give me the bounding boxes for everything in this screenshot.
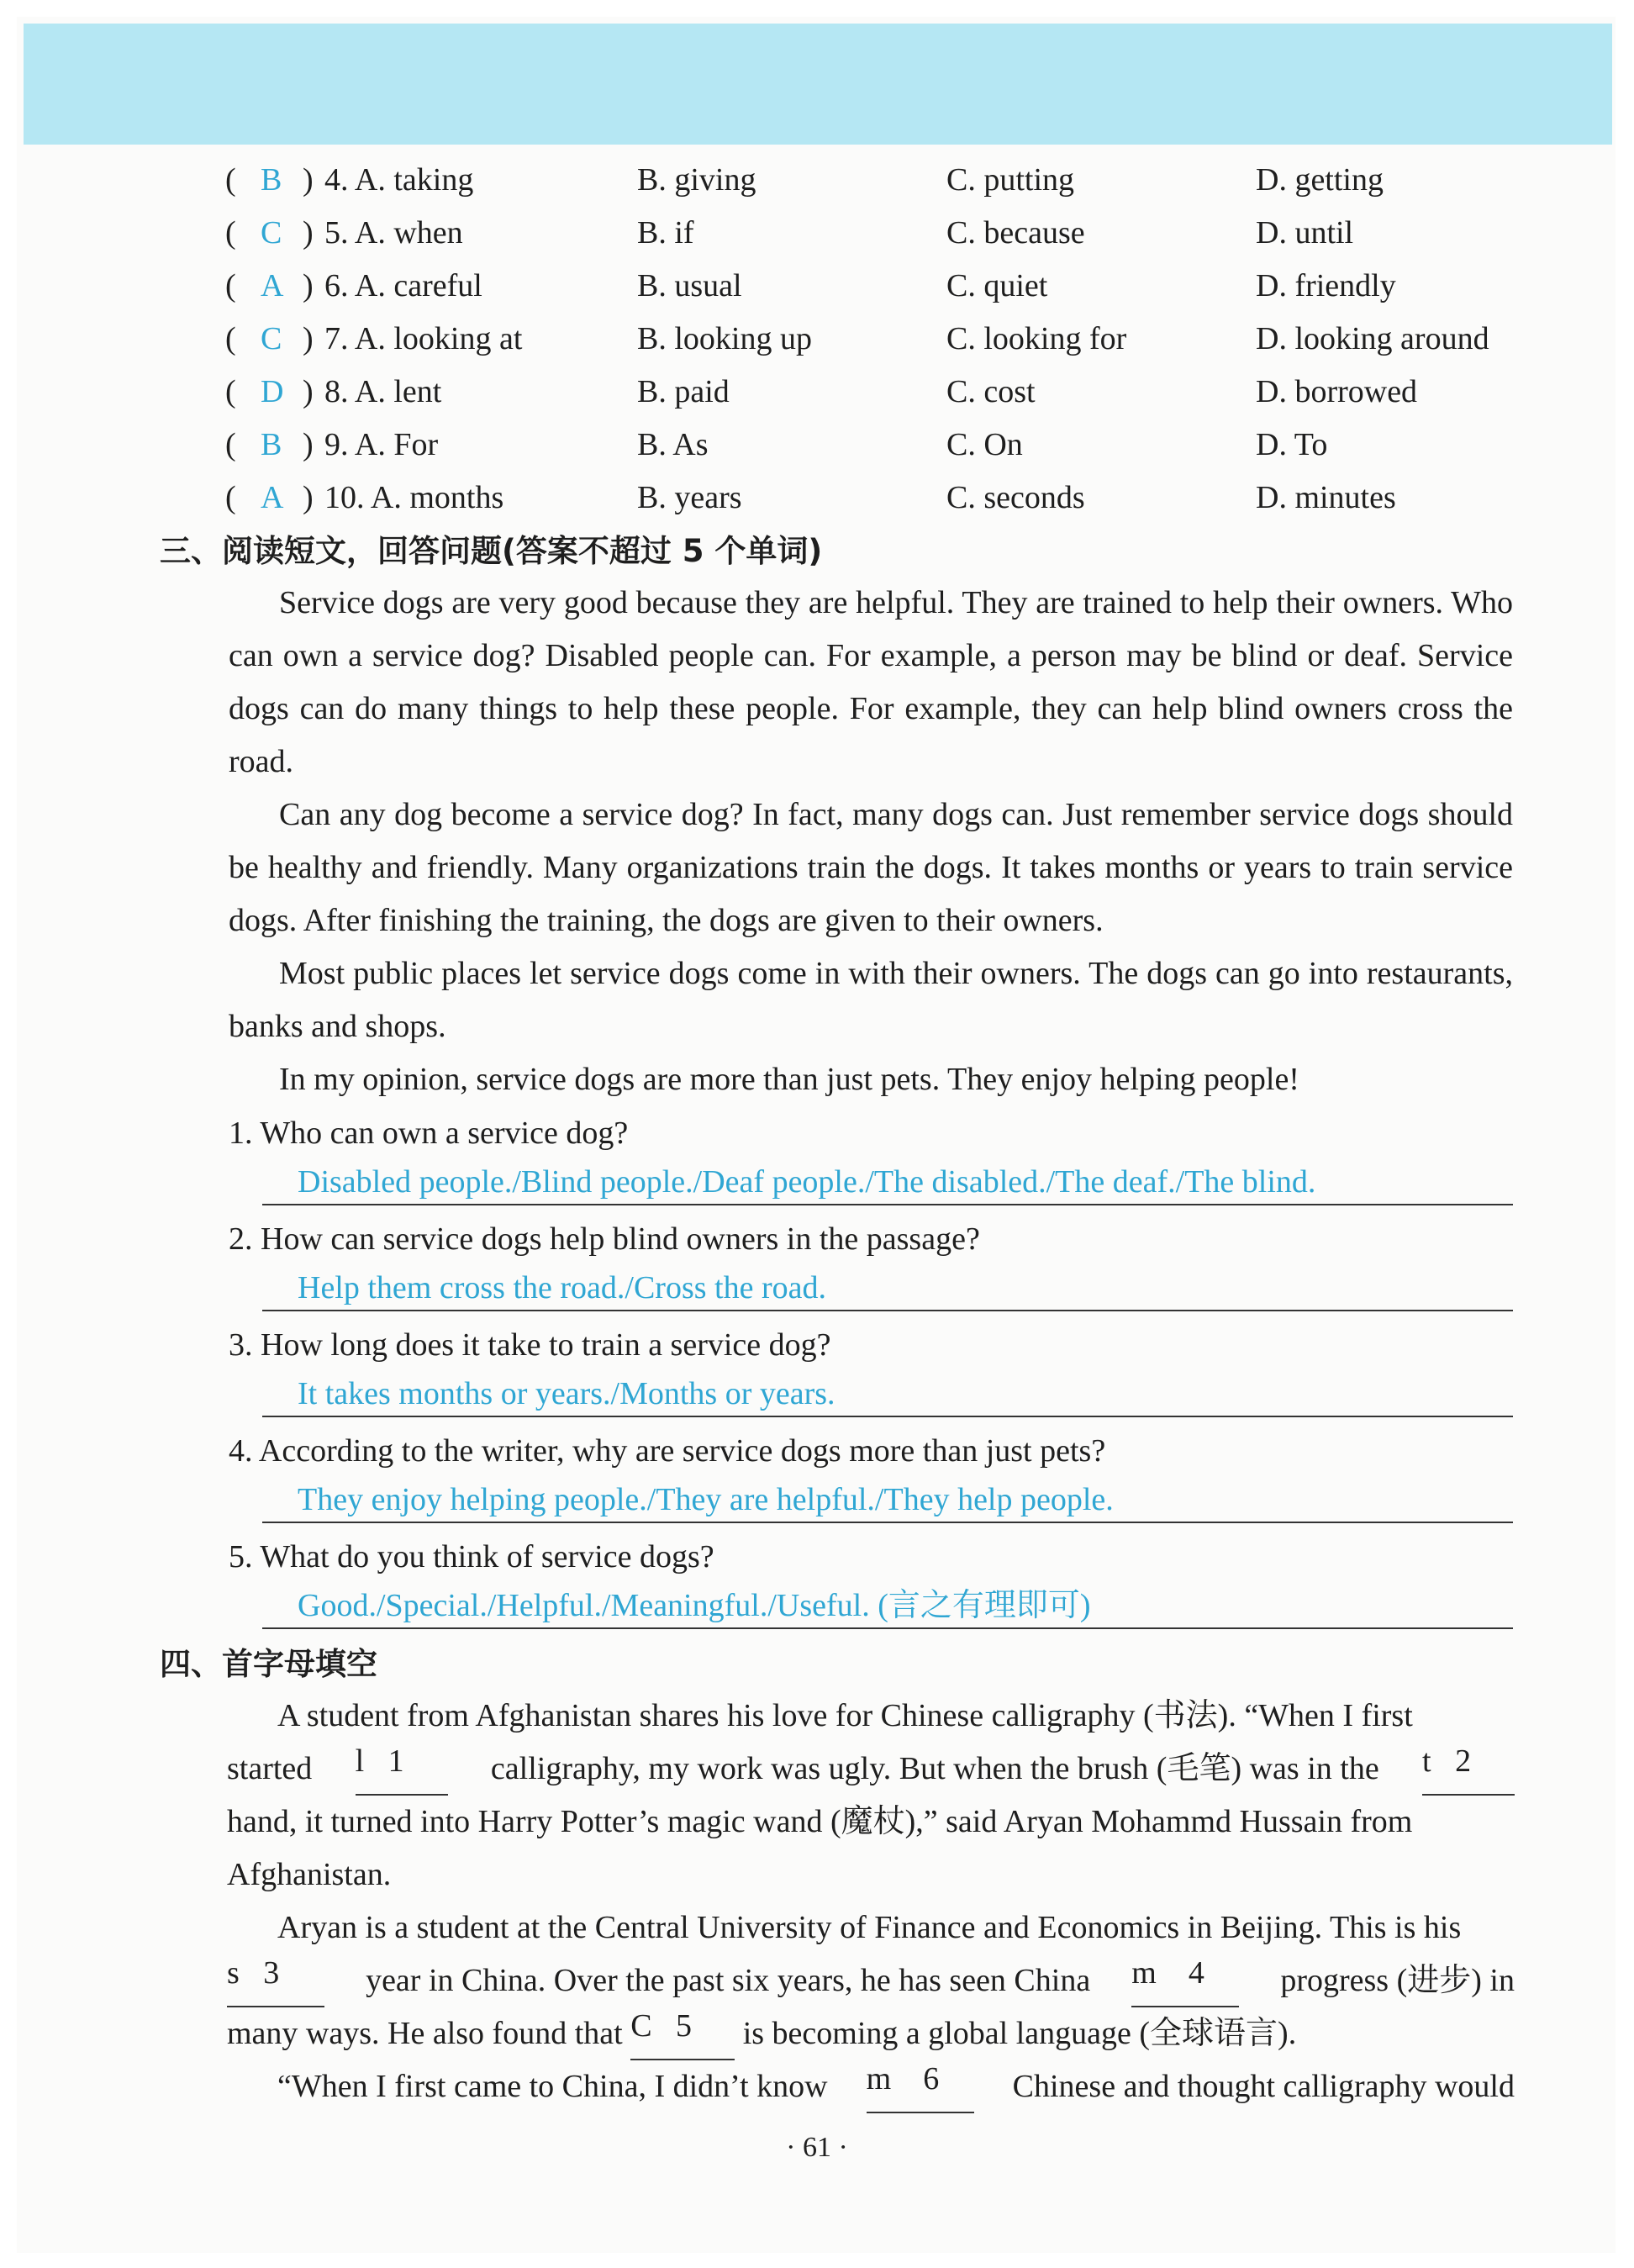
option-a-text: A. lent — [354, 374, 442, 409]
blank-number: 4 — [1188, 1955, 1204, 1991]
option-a — [324, 156, 473, 203]
blank-number: 5 — [676, 2008, 693, 2044]
answer-letter: A — [261, 480, 284, 515]
paren-close: ) — [303, 215, 314, 251]
choice-row-8 — [225, 368, 1520, 415]
option-c: C. On — [946, 427, 1023, 462]
page-number: · 61 · — [786, 2132, 848, 2163]
option-d: D. To — [1256, 427, 1328, 462]
option-c: C. putting — [946, 162, 1075, 198]
paren-open: ( — [225, 480, 236, 515]
blank-5 — [630, 2007, 735, 2060]
paren-close: ) — [303, 480, 314, 515]
blank-letter: C — [630, 2008, 652, 2044]
option-a-text: A. careful — [354, 268, 482, 303]
passage-paragraph-4: In my opinion, service dogs are more than just pets. They enjoy helping people! — [279, 1062, 1299, 1097]
question-3: 3. How long does it take to train a service dog? — [229, 1327, 831, 1363]
blank-4 — [1131, 1954, 1239, 2007]
blank-letter: m — [1131, 1955, 1157, 1991]
answer-letter: C — [261, 321, 282, 356]
cloze-line — [227, 2007, 1515, 2060]
blank-1 — [356, 1743, 448, 1796]
cloze-paragraph-2 — [227, 1901, 1515, 2060]
passage-paragraph-3: Most public places let service dogs come in with their owners. The dogs can go into restaurants, banks and shops. — [229, 956, 1513, 1044]
answer-text-2: Help them cross the road./Cross the road. — [298, 1270, 826, 1305]
blank-letter: l — [355, 1743, 365, 1779]
answer-line-1 — [262, 1157, 1513, 1205]
cloze-text: is becoming a global language (全球语言). — [742, 2016, 1297, 2051]
paren-close: ) — [303, 427, 314, 462]
paren-close: ) — [303, 162, 314, 198]
cloze-paragraph-1 — [227, 1690, 1515, 1901]
passage-paragraph-1: Service dogs are very good because they are helpful. They are trained to help their owners. Who can own a service dog? Disabled people can. For example, a person may be blind or deaf. Service dogs can do many things to help these people. For example, they can help blind owners cross the road. — [229, 585, 1513, 779]
option-c: C. looking for — [946, 321, 1127, 356]
cloze-line — [227, 1690, 1515, 1743]
paren-open: ( — [225, 162, 236, 198]
question-number: 7. — [324, 321, 349, 356]
option-b: B. looking up — [637, 321, 812, 356]
answer-line-3 — [262, 1369, 1513, 1417]
question-5: 5. What do you think of service dogs? — [229, 1539, 714, 1574]
option-a — [324, 315, 522, 362]
option-d: D. looking around — [1256, 321, 1489, 356]
choice-row-5 — [225, 209, 1520, 256]
option-a-text: A. taking — [354, 162, 474, 198]
section-3-heading: 三、阅读短文，回答问题(答案不超过 5 个单词) — [160, 533, 823, 569]
blank-number: 1 — [387, 1743, 404, 1779]
cloze-line — [227, 1954, 1515, 2007]
blank-2 — [1422, 1743, 1515, 1796]
cloze-text: A student from Afghanistan shares his love for Chinese calligraphy (书法). “When I first — [277, 1698, 1413, 1733]
question-number: 9. — [324, 427, 349, 462]
option-a-text: A. when — [354, 215, 463, 251]
option-a — [324, 421, 438, 468]
cloze-text: hand, it turned into Harry Potter’s magic wand (魔杖),” said Aryan Mohammd Hussain from — [227, 1804, 1413, 1839]
blank-letter: s — [227, 1955, 240, 1991]
option-c: C. seconds — [946, 480, 1085, 515]
choice-row-6 — [225, 262, 1520, 309]
cloze-line — [227, 1796, 1515, 1849]
option-d: D. minutes — [1256, 480, 1396, 515]
cloze-text: calligraphy, my work was ugly. But when the brush (毛笔) was in the — [490, 1751, 1379, 1786]
option-c: C. because — [946, 215, 1085, 251]
cloze-line — [227, 1901, 1515, 1954]
answer-line-4 — [262, 1474, 1513, 1523]
paren-close: ) — [303, 321, 314, 356]
cloze-text: Aryan is a student at the Central University of Finance and Economics in Beijing. This is his — [277, 1910, 1462, 1945]
cloze-text: many ways. He also found that — [227, 2016, 623, 2051]
cloze-line — [227, 1743, 1515, 1796]
answer-letter: B — [261, 427, 282, 462]
answer-text-4: They enjoy helping people./They are helpful./They help people. — [298, 1482, 1114, 1517]
answer-text-1: Disabled people./Blind people./Deaf people./The disabled./The deaf./The blind. — [298, 1164, 1316, 1200]
question-number: 6. — [324, 268, 349, 303]
answer-letter: D — [261, 374, 284, 409]
question-number: 8. — [324, 374, 349, 409]
blank-6 — [867, 2060, 974, 2113]
option-c: C. cost — [946, 374, 1036, 409]
choice-row-9 — [225, 421, 1520, 468]
blank-letter: m — [866, 2061, 892, 2097]
choice-row-4 — [225, 156, 1520, 203]
paren-open: ( — [225, 215, 236, 251]
choice-row-7 — [225, 315, 1520, 362]
answer-letter: C — [261, 215, 282, 251]
paren-open: ( — [225, 374, 236, 409]
blank-number: 2 — [1455, 1743, 1472, 1779]
option-b: B. years — [637, 480, 742, 515]
option-c: C. quiet — [946, 268, 1048, 303]
question-4: 4. According to the writer, why are service dogs more than just pets? — [229, 1433, 1106, 1469]
option-a — [324, 474, 503, 521]
answer-line-2 — [262, 1263, 1513, 1311]
cloze-line — [227, 2060, 1515, 2113]
cloze-text: progress (进步) in — [1280, 1963, 1515, 1998]
cloze-text: started — [227, 1751, 313, 1786]
cloze-text: Afghanistan. — [227, 1857, 392, 1892]
paren-open: ( — [225, 321, 236, 356]
blank-number: 6 — [923, 2061, 940, 2097]
option-b: B. As — [637, 427, 709, 462]
question-number: 10. — [324, 480, 365, 515]
option-d: D. borrowed — [1256, 374, 1418, 409]
choice-row-10 — [225, 474, 1520, 521]
option-d: D. getting — [1256, 162, 1384, 198]
option-a-text: A. For — [354, 427, 439, 462]
cloze-line — [227, 1849, 1515, 1901]
blank-3 — [227, 1954, 324, 2007]
cloze-text: Chinese and thought calligraphy would — [1012, 2069, 1515, 2104]
answer-letter: B — [261, 162, 282, 198]
passage-paragraph-2: Can any dog become a service dog? In fact, many dogs can. Just remember service dogs should be healthy and friendly. Many organizations train the dogs. It takes months or years to train service dogs. After finishing the training, the dogs are given to their owners. — [229, 797, 1513, 938]
blank-letter: t — [1422, 1743, 1431, 1779]
option-d: D. until — [1256, 215, 1354, 251]
option-b: B. giving — [637, 162, 756, 198]
blank-number: 3 — [263, 1955, 280, 1991]
option-a-text: A. months — [370, 480, 504, 515]
section-4-heading: 四、首字母填空 — [160, 1646, 377, 1682]
answer-line-5 — [262, 1580, 1513, 1629]
question-2: 2. How can service dogs help blind owners in the passage? — [229, 1221, 980, 1257]
paren-close: ) — [303, 374, 314, 409]
option-a — [324, 262, 482, 309]
option-b: B. usual — [637, 268, 742, 303]
answer-letter: A — [261, 268, 284, 303]
question-number: 5. — [324, 215, 349, 251]
paren-open: ( — [225, 268, 236, 303]
answer-text-3: It takes months or years./Months or years. — [298, 1376, 835, 1411]
answer-text-5: Good./Special./Helpful./Meaningful./Useful. (言之有理即可) — [298, 1588, 1091, 1623]
paren-close: ) — [303, 268, 314, 303]
cloze-text: year in China. Over the past six years, he has seen China — [366, 1963, 1091, 1998]
option-a — [324, 209, 463, 256]
cloze-text: “When I first came to China, I didn’t know — [277, 2069, 828, 2104]
option-a — [324, 368, 441, 415]
option-a-text: A. looking at — [354, 321, 523, 356]
option-b: B. paid — [637, 374, 730, 409]
option-b: B. if — [637, 215, 694, 251]
question-number: 4. — [324, 162, 349, 198]
question-1: 1. Who can own a service dog? — [229, 1116, 629, 1151]
paren-open: ( — [225, 427, 236, 462]
option-d: D. friendly — [1256, 268, 1396, 303]
cloze-paragraph-3 — [227, 2060, 1515, 2113]
